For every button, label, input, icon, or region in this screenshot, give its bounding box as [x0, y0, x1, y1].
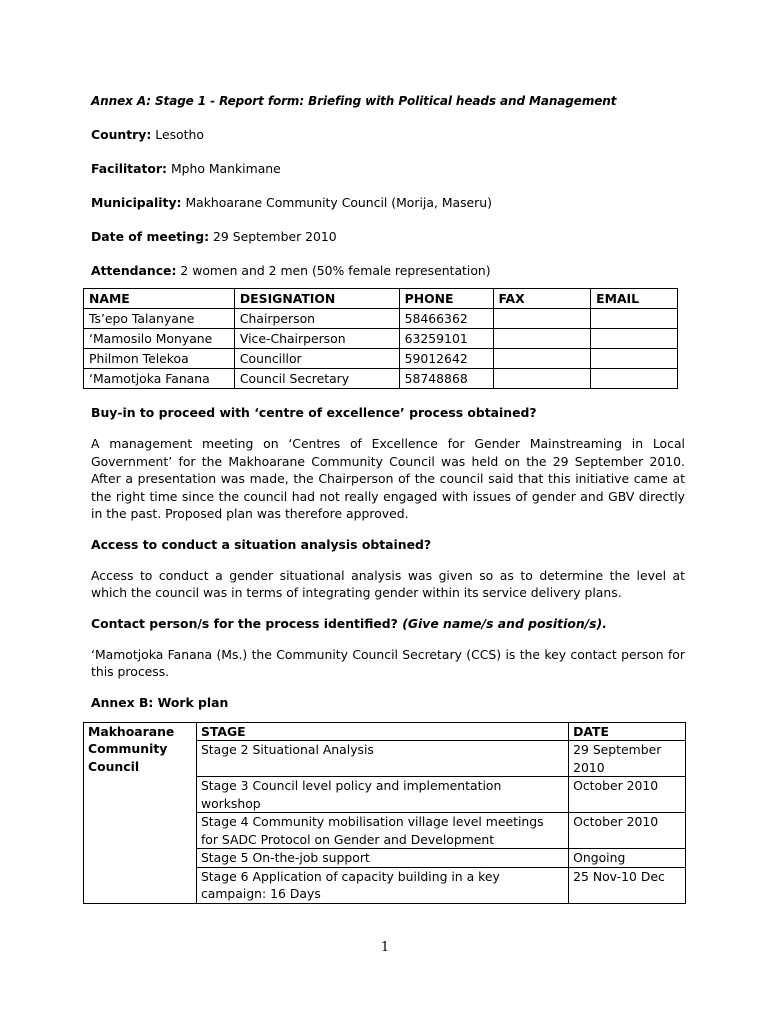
phone-cell: 59012642 [399, 349, 493, 369]
stage-header: STAGE [196, 722, 568, 741]
name-cell: ‘Mamosilo Monyane [84, 329, 235, 349]
attendance-value: 2 women and 2 men (50% female representation) [180, 263, 491, 278]
country-label: Country: [91, 127, 152, 142]
fax-cell [493, 369, 591, 389]
email-cell [591, 369, 678, 389]
municipality-label: Municipality: [91, 195, 182, 210]
column-header: EMAIL [591, 289, 678, 309]
name-cell: ‘Mamotjoka Fanana [84, 369, 235, 389]
date-label: Date of meeting: [91, 229, 210, 244]
stage-cell: Stage 5 On-the-job support [196, 849, 568, 868]
annex-b-title: Annex B: Work plan [91, 694, 229, 710]
fax-cell [493, 329, 591, 349]
contact-heading-note: (Give name/s and position/s). [402, 615, 607, 631]
phone-cell: 58748868 [399, 369, 493, 389]
attendance-table-header [84, 289, 678, 309]
phone-cell: 63259101 [399, 329, 493, 349]
date-value: 29 September 2010 [213, 229, 337, 244]
name-cell: Ts’epo Talanyane [84, 309, 235, 329]
date-cell: October 2010 [569, 777, 686, 813]
attendance-label: Attendance: [91, 263, 177, 278]
date-header: DATE [569, 722, 686, 741]
column-header: NAME [84, 289, 235, 309]
buyin-heading: Buy-in to proceed with ‘centre of excellence’ process obtained? [91, 405, 537, 420]
fax-cell [493, 309, 591, 329]
designation-cell: Chairperson [234, 309, 399, 329]
attendance-table [83, 288, 678, 389]
council-cell: Makhoarane Community Council [84, 722, 197, 903]
attendance-line [91, 263, 685, 279]
date-cell: 25 Nov-10 Dec [569, 867, 686, 903]
column-header: FAX [493, 289, 591, 309]
municipality-line [91, 195, 685, 211]
facilitator-value: Mpho Mankimane [170, 161, 281, 176]
stage-cell: Stage 2 Situational Analysis [196, 741, 568, 777]
designation-cell: Council Secretary [234, 369, 399, 389]
table-row [84, 329, 678, 349]
table-row [84, 309, 678, 329]
contact-heading [91, 616, 685, 632]
table-row [84, 349, 678, 369]
contact-heading-text: Contact person/s for the process identified? [91, 615, 398, 631]
email-cell [591, 329, 678, 349]
date-cell: 29 September 2010 [569, 741, 686, 777]
table-row [84, 369, 678, 389]
email-cell [591, 309, 678, 329]
country-line [91, 127, 685, 143]
name-cell: Philmon Telekoa [84, 349, 235, 369]
column-header: DESIGNATION [234, 289, 399, 309]
buyin-paragraph: A management meeting on ‘Centres of Excellence for Gender Mainstreaming in Local Government’ for the Makhoarane Community Council was held on the 29 September 2010. After a presentation was made, the Chairperson of the council said that this initiative came at the right time since the council had not really engaged with issues of gender and GBV directly in the past. Proposed plan was therefore approved. [91, 436, 685, 521]
country-value: Lesotho [155, 127, 204, 142]
document-page [88, 93, 685, 904]
access-heading: Access to conduct a situation analysis obtained? [91, 536, 432, 552]
date-line [91, 229, 685, 245]
annex-a-title: Annex A: Stage 1 - Report form: Briefing with Political heads and Management [91, 94, 617, 108]
facilitator-line [91, 161, 685, 177]
date-cell: October 2010 [569, 813, 686, 849]
email-cell [591, 349, 678, 369]
stage-cell: Stage 4 Community mobilisation village level meetings for SADC Protocol on Gender and Development [196, 813, 568, 849]
date-cell: Ongoing [569, 849, 686, 868]
workplan-header-row [84, 722, 686, 741]
designation-cell: Vice-Chairperson [234, 329, 399, 349]
municipality-value: Makhoarane Community Council (Morija, Maseru) [185, 195, 492, 210]
contact-paragraph: ‘Mamotjoka Fanana (Ms.) the Community Council Secretary (CCS) is the key contact person for this process. [91, 646, 685, 679]
page-number: 1 [380, 940, 390, 955]
facilitator-label: Facilitator: [91, 161, 167, 176]
column-header: PHONE [399, 289, 493, 309]
stage-cell: Stage 3 Council level policy and implementation workshop [196, 777, 568, 813]
phone-cell: 58466362 [399, 309, 493, 329]
stage-cell: Stage 6 Application of capacity building in a key campaign: 16 Days [196, 867, 568, 903]
access-paragraph: Access to conduct a gender situational analysis was given so as to determine the level at which the council was in terms of integrating gender within its service delivery plans. [91, 567, 685, 600]
designation-cell: Councillor [234, 349, 399, 369]
fax-cell [493, 349, 591, 369]
workplan-table [83, 722, 686, 904]
